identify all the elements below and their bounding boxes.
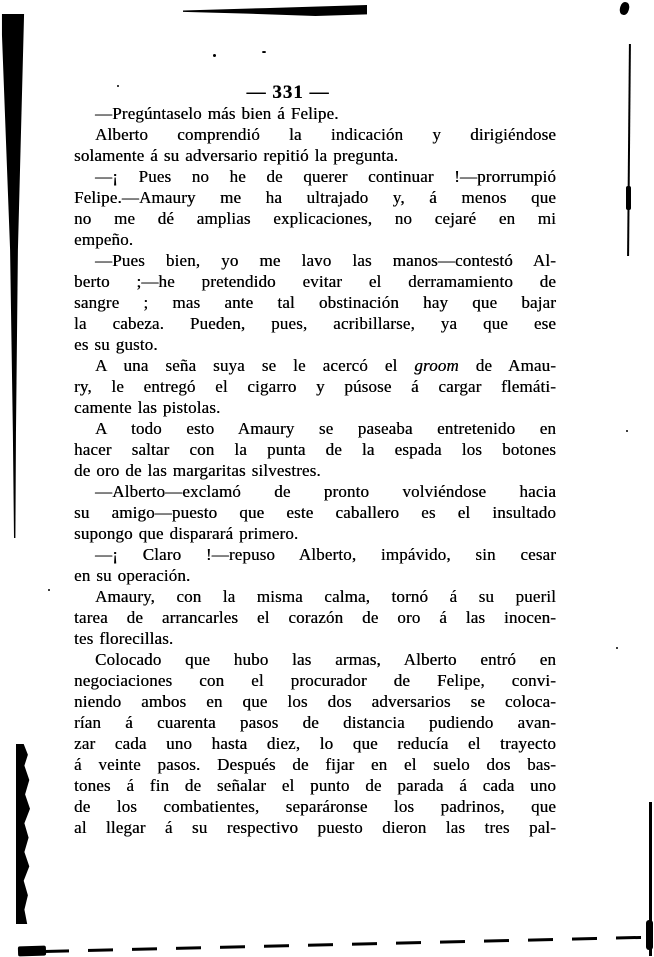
text-segment: Colocado que hubo las armas, Alberto entró en [95, 650, 556, 669]
text-segment: Amaury, con la misma calma, tornó á su pueril [95, 587, 556, 606]
text-line [74, 229, 556, 250]
scan-scratch-right-nub [626, 186, 631, 210]
text-segment: solamente á su adversario repitió la pregunta. [74, 146, 399, 165]
text-line [74, 250, 556, 271]
text-segment: tarea de arrancarles el corazón de oro á las inocen- [74, 608, 556, 627]
text-line [74, 544, 556, 565]
text-segment: —Pregúntaselo más bien á Felipe. [95, 104, 339, 123]
text-segment: ry, le entregó el cigarro y púsose á cargar flemáti- [74, 377, 556, 396]
text-line [74, 775, 556, 796]
text-segment: no me dé amplias explicaciones, no cejaré en mi [74, 209, 556, 228]
page-text [74, 103, 556, 838]
text-line [74, 460, 556, 481]
text-line [74, 292, 556, 313]
text-line [74, 418, 556, 439]
text-segment: de Amau- [458, 356, 557, 375]
text-line [74, 628, 556, 649]
text-line [74, 439, 556, 460]
text-segment: tones á fin de señalar el punto de parada á cada uno [74, 776, 556, 795]
text-line [74, 649, 556, 670]
text-segment: —Alberto—exclamó de pronto volviéndose hacia [95, 482, 556, 501]
text-line [74, 754, 556, 775]
text-segment: A todo esto Amaury se paseaba entretenido en [95, 419, 556, 438]
text-segment: Alberto comprendió la indicación y dirigiéndose [95, 125, 556, 144]
text-line [74, 565, 556, 586]
italic-word: groom [414, 356, 459, 375]
text-line [74, 502, 556, 523]
text-segment: tes florecillas. [74, 629, 174, 648]
text-segment: rían á cuarenta pasos de distancia pudiendo avan- [74, 713, 556, 732]
text-line [74, 796, 556, 817]
text-line [74, 523, 556, 544]
text-segment: A una seña suya se le acercó el [95, 356, 415, 375]
scan-blob-bottom-left [18, 946, 46, 957]
text-line [74, 313, 556, 334]
text-segment: al llegar á su respectivo puesto dieron las tres pal- [74, 818, 556, 837]
text-segment: su amigo—puesto que este caballero es el insultado [74, 503, 556, 522]
text-segment: niendo ambos en que los dos adversarios se coloca- [74, 692, 556, 711]
text-line [74, 355, 556, 376]
text-line [74, 334, 556, 355]
scan-blob-top-right [618, 1, 630, 16]
scan-speck [48, 589, 50, 591]
text-segment: es su gusto. [74, 335, 158, 354]
text-line [74, 376, 556, 397]
text-line [74, 712, 556, 733]
scan-smudge-top-bar [183, 5, 367, 16]
scan-speck [262, 51, 266, 53]
scan-speck [616, 647, 618, 649]
text-segment: supongo que disparará primero. [74, 524, 299, 543]
text-line [74, 124, 556, 145]
text-line [74, 208, 556, 229]
text-line [74, 607, 556, 628]
text-line [74, 481, 556, 502]
text-segment: de oro de las margaritas silvestres. [74, 461, 321, 480]
text-segment: hacer saltar con la punta de la espada los botones [74, 440, 556, 459]
text-line [74, 670, 556, 691]
scan-binding-shadow-left [0, 14, 28, 538]
scan-dashed-edge-bottom [44, 936, 650, 953]
text-line [74, 145, 556, 166]
text-segment: en su operación. [74, 566, 191, 585]
text-segment: empeño. [74, 230, 134, 249]
text-line [74, 817, 556, 838]
scan-streak-left-lower [16, 744, 30, 924]
scan-speck [626, 430, 628, 432]
text-segment: la cabeza. Pueden, pues, acribillarse, ya que ese [74, 314, 556, 333]
text-segment: —¡ Pues no he de querer continuar !—prorrumpió [95, 167, 556, 186]
text-segment: negociaciones con el procurador de Felipe, convi- [74, 671, 556, 690]
text-line [74, 397, 556, 418]
text-segment: Felipe.—Amaury me ha ultrajado y, á menos que [74, 188, 556, 207]
text-segment: á veinte pasos. Después de fijar en el suelo dos bas- [74, 755, 556, 774]
text-line [74, 103, 556, 124]
scan-scratch-right-top [627, 44, 631, 256]
text-line [74, 691, 556, 712]
text-line [74, 187, 556, 208]
text-segment: camente las pistolas. [74, 398, 221, 417]
scan-speck [213, 54, 216, 57]
text-line [74, 166, 556, 187]
text-line [74, 586, 556, 607]
text-segment: berto ;—he pretendido evitar el derramamiento de [74, 272, 556, 291]
text-segment: zar cada uno hasta diez, lo que reducía el trayecto [74, 734, 556, 753]
text-segment: —Pues bien, yo me lavo las manos—contestó Al- [95, 251, 556, 270]
text-line [74, 733, 556, 754]
text-segment: —¡ Claro !—repuso Alberto, impávido, sin cesar [95, 545, 556, 564]
text-line [74, 271, 556, 292]
text-segment: de los combatientes, separáronse los padrinos, que [74, 797, 556, 816]
page-number: — 331 — [246, 82, 330, 103]
text-segment: sangre ; mas ante tal obstinación hay que bajar [74, 293, 556, 312]
